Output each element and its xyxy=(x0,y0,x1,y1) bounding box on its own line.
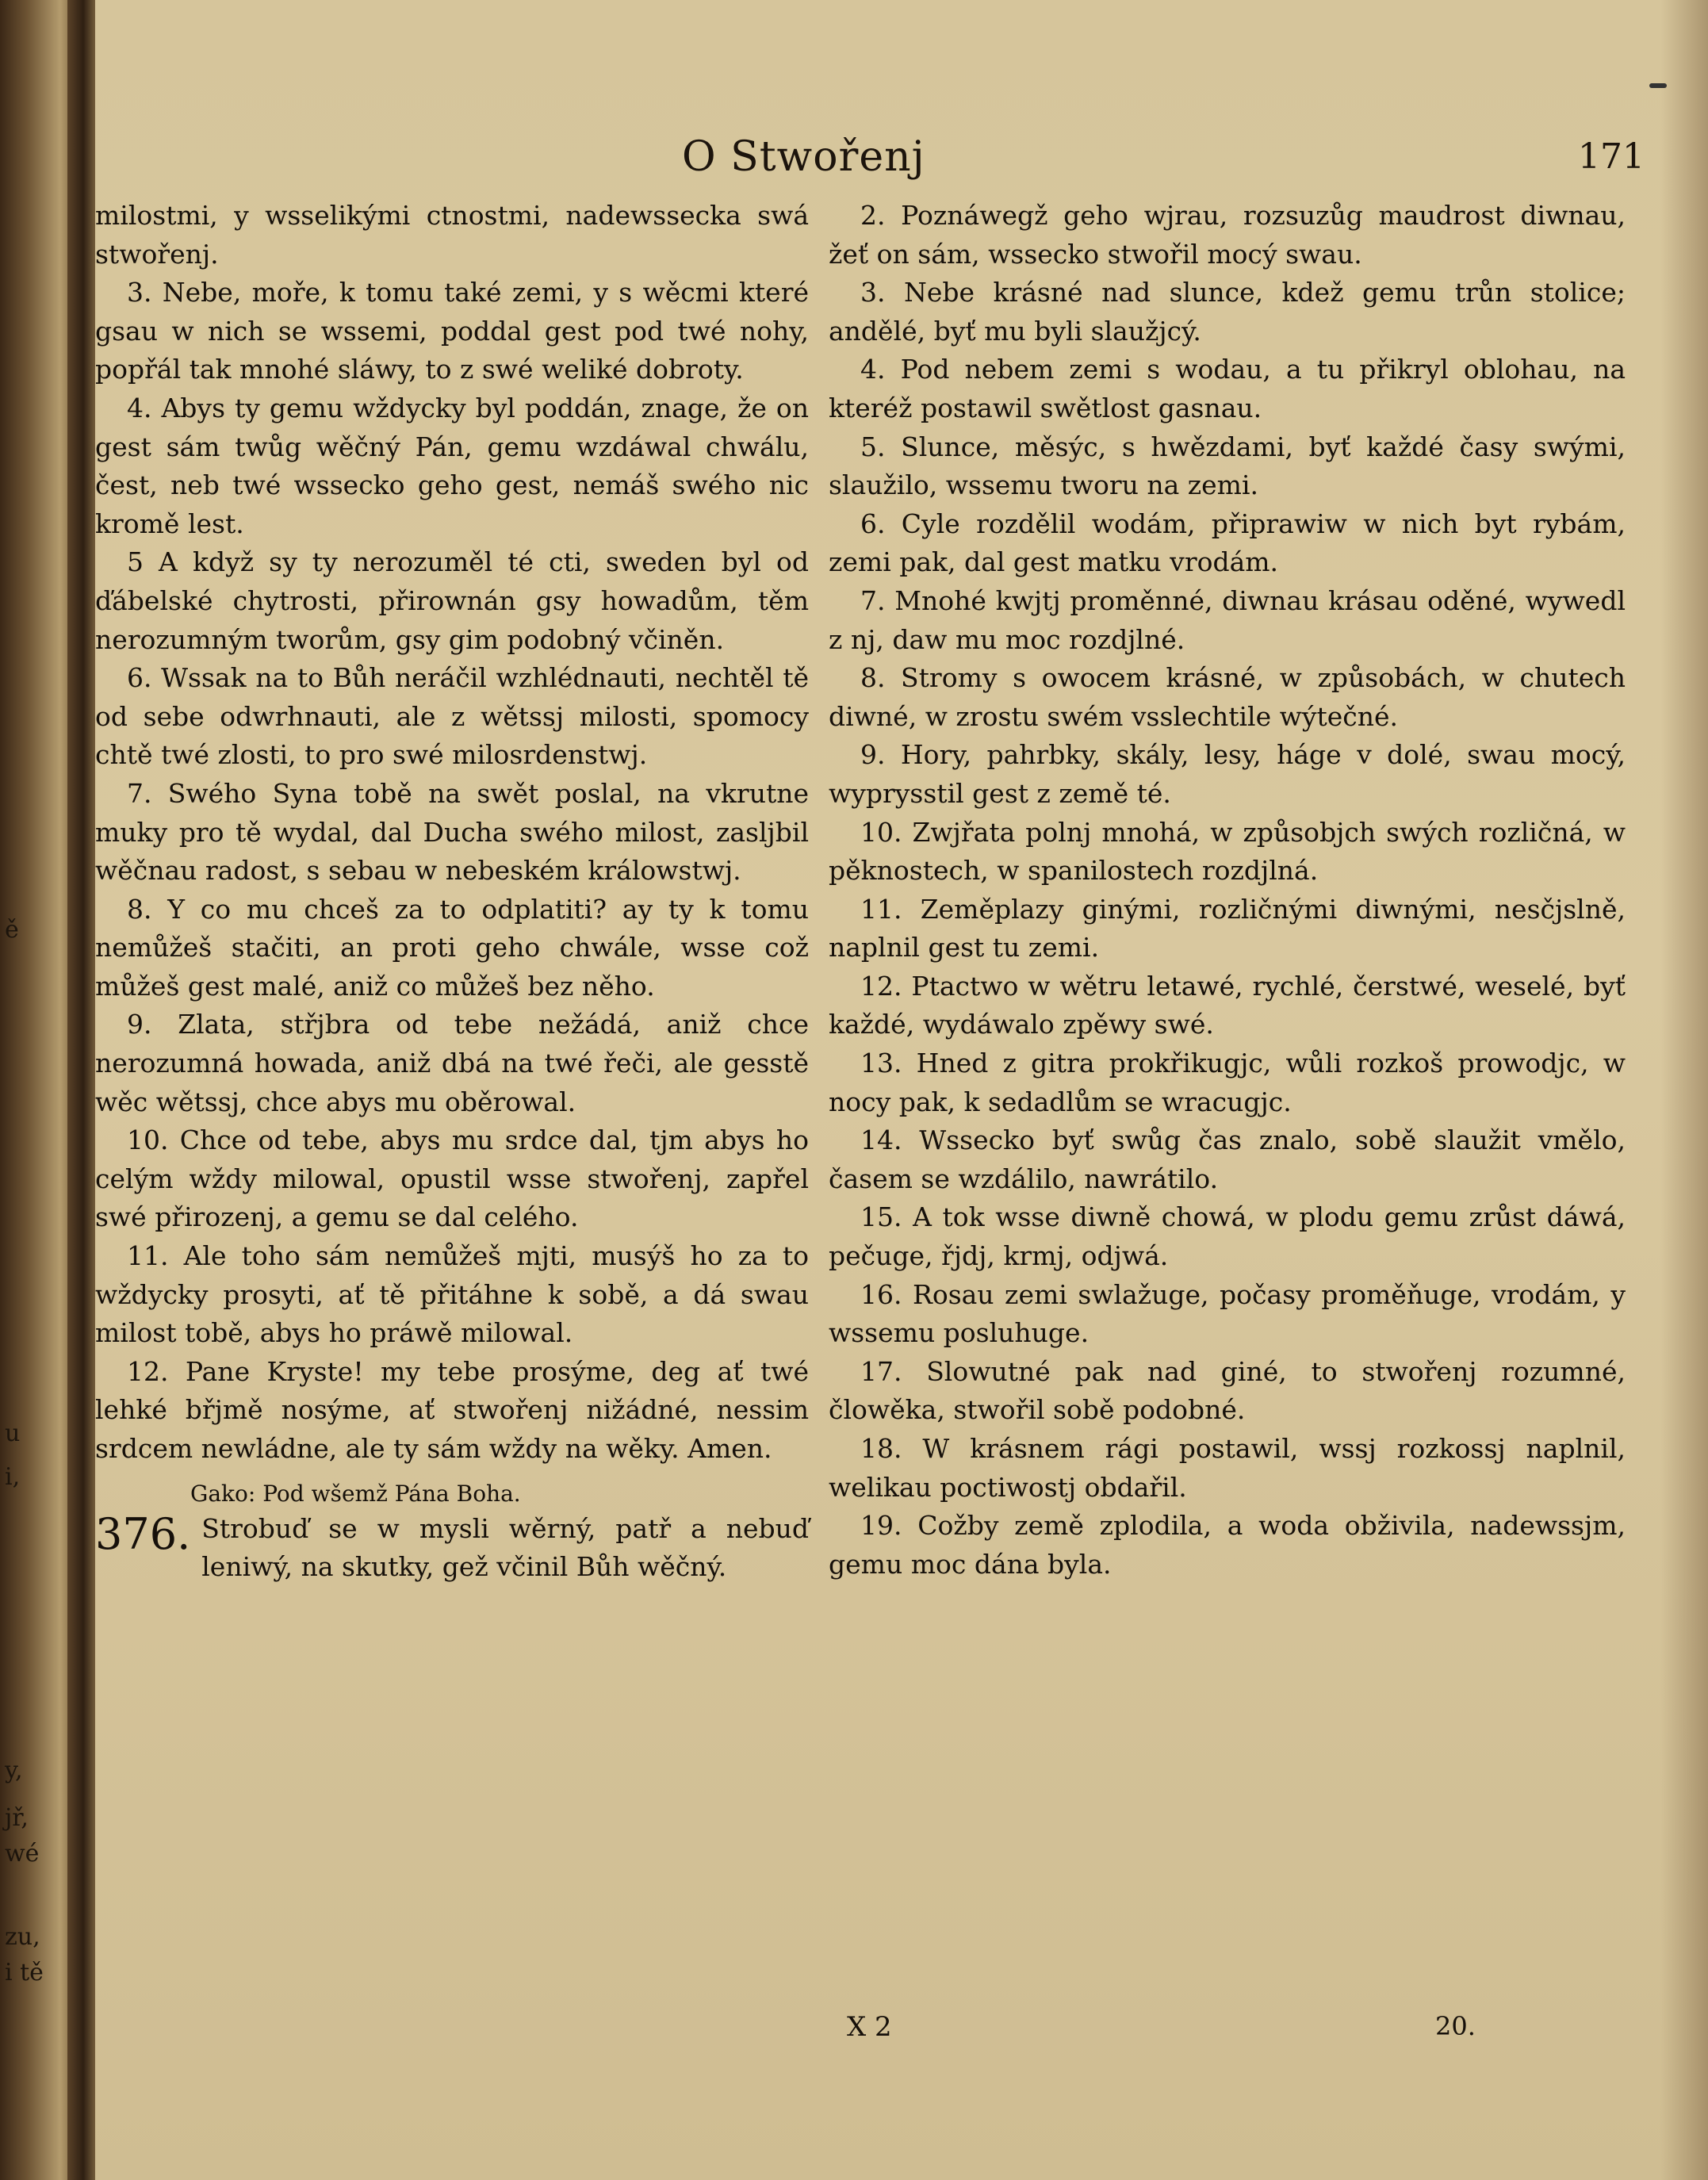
verse: 3. Nebe krásné nad slunce, kdež gemu trůn stolice; andělé, byť mu byli slaužjcý. xyxy=(829,277,1626,347)
verse: 11. Zeměplazy ginými, rozličnými diwnými, nesčjslně, naplnil gest tu zemi. xyxy=(829,893,1626,964)
verse: 19. Cožby země zplodila, a woda obživila, nadewssjm, gemu moc dána byla. xyxy=(829,1510,1626,1580)
verse: 6. Cyle rozdělil wodám, připrawiw w nich byt rybám, zemi pak, dal gest matku vrodám. xyxy=(829,508,1626,578)
book-page xyxy=(95,0,1708,2180)
verse: 3. Nebe, moře, k tomu také zemi, y s wěcmi které gsau w nich se wssemi, poddal gest pod twé nohy, popřál tak mnohé sláwy, to z swé weliké dobroty. xyxy=(95,277,809,385)
verse: 8. Y co mu chceš za to odplatiti? ay ty k tomu nemůžeš stačiti, an proti geho chwále, wsse což můžeš gest malé, aniž co můžeš bez něho. xyxy=(95,893,809,1002)
verse: 5 A když sy ty nerozuměl té cti, sweden byl od ďábelské chytrosti, přirownán gsy howadům, těm nerozumným tworům, gsy gim podobný včiněn. xyxy=(95,546,809,655)
verse: 16. Rosau zemi swlažuge, počasy proměňuge, vrodám, y wssemu posluhuge. xyxy=(829,1278,1626,1349)
page-number: 171 xyxy=(1578,136,1645,177)
book-gutter xyxy=(67,0,99,2180)
verse: 11. Ale toho sám nemůžeš mjti, musýš ho za to wždycky prosyti, ať tě přitáhne k sobě, a dá swau milost tobě, abys ho práwě milowal. xyxy=(95,1240,809,1349)
verse: 14. Wssecko byť swůg čas znalo, sobě slaužit vmělo, časem se wzdálilo, nawrátilo. xyxy=(829,1124,1626,1194)
left-page-fragments xyxy=(0,0,75,2180)
left-column xyxy=(95,197,809,1587)
verse: 6. Wssak na to Bůh neráčil wzhlédnauti, nechtěl tě od sebe odwrhnauti, ale z wětssj milosti, spomocy chtě twé zlosti, to pro swé milosrdenstwj. xyxy=(95,662,809,771)
verse: 8. Stromy s owocem krásné, w způsobách, w chutech diwné, w zrostu swém vsslechtile wýtečné. xyxy=(829,662,1626,732)
ink-mark xyxy=(1649,83,1667,88)
left-page-edge xyxy=(0,0,75,2180)
verse: 7. Mnohé kwjtj proměnné, diwnau krásau oděné, wywedl z nj, daw mu moc rozdjlné. xyxy=(829,584,1626,655)
catchword: 20. xyxy=(1435,2011,1476,2041)
song-first-verse: Strobuď se w mysli wěrný, patř a nebuď leniwý, na skutky, gež včinil Bůh wěčný. xyxy=(201,1512,809,1583)
verse: 18. W krásnem rági postawil, wssj rozkossj naplnil, welikau poctiwostj obdařil. xyxy=(829,1433,1626,1503)
verse: 10. Zwjřata polnj mnohá, w způsobjch swých rozličná, w pěknostech, w spanilostech rozdjlná. xyxy=(829,816,1626,887)
fragment-text: i, xyxy=(5,1463,21,1491)
verse: 12. Ptactwo w wětru letawé, rychlé, čerstwé, weselé, byť každé, wydáwalo zpěwy swé. xyxy=(829,970,1626,1040)
signature-mark: X 2 xyxy=(847,2011,892,2043)
fragment-text: wé xyxy=(5,1840,40,1868)
fragment-text: u xyxy=(5,1419,21,1447)
song-tune: Gako: Pod wšemž Pána Boha. xyxy=(190,1480,521,1507)
running-title: O Stwořenj xyxy=(682,133,925,181)
verse: 9. Zlata, střjbra od tebe nežádá, aniž chce nerozumná howada, aniž dbá na twé řeči, ale gesstě wěc wětssj, chce abys mu oběrowal. xyxy=(95,1009,809,1117)
verse: 5. Slunce, měsýc, s hwězdami, byť každé časy swými, slaužilo, wssemu tworu na zemi. xyxy=(829,431,1626,501)
fragment-text: zu, xyxy=(5,1923,40,1951)
fragment-text: i tě xyxy=(5,1959,44,1987)
fragment-text: jř, xyxy=(5,1804,29,1832)
verse: 4. Pod nebem zemi s wodau, a tu přikryl oblohau, na kteréž postawil swětlost gasnau. xyxy=(829,354,1626,423)
verse: 9. Hory, pahrbky, skály, lesy, háge v dolé, swau mocý, wyprysstil gest z země té. xyxy=(829,739,1626,809)
verse: milostmi, y wsselikými ctnostmi, nadewssecka swá stwořenj. xyxy=(95,200,809,270)
song-number: 376. xyxy=(95,1508,191,1559)
verse: 17. Slowutné pak nad giné, to stwořenj rozumné, člowěka, stwořil sobě podobné. xyxy=(829,1355,1626,1426)
fragment-text: y, xyxy=(5,1757,23,1784)
song-block xyxy=(95,1510,809,1587)
verse: 10. Chce od tebe, abys mu srdce dal, tjm abys ho celým wždy milowal, opustil wsse stwořenj, zapřel swé přirozenj, a gemu se dal celého. xyxy=(95,1124,809,1233)
right-column xyxy=(829,197,1626,1584)
verse: 15. A tok wsse diwně chowá, w plodu gemu zrůst dáwá, pečuge, řjdj, krmj, odjwá. xyxy=(829,1201,1626,1272)
verse: 4. Abys ty gemu wždycky byl poddán, znage, že on gest sám twůg wěčný Pán, gemu wzdáwal chwálu, čest, neb twé wssecko geho gest, nemáš swého nic kromě lest. xyxy=(95,392,809,539)
verse: 12. Pane Kryste! my tebe prosýme, deg ať twé lehké břjmě nosýme, ať stwořenj nižádné, nessim srdcem newládne, ale ty sám wždy na wěky. Amen. xyxy=(95,1355,809,1464)
running-header xyxy=(95,133,1708,189)
verse: 13. Hned z gitra prokřikugjc, wůli rozkoš prowodjc, w nocy pak, k sedadlům se wracugjc. xyxy=(829,1048,1626,1117)
fragment-text: ě xyxy=(5,916,19,944)
verse: 2. Poznáwegž geho wjrau, rozsuzůg maudrost diwnau, žeť on sám, wssecko stwořil mocý swau. xyxy=(829,200,1626,270)
verse: 7. Swého Syna tobě na swět poslal, na vkrutne muky pro tě wydal, dal Ducha swého milost, zasljbil wěčnau radost, s sebau w nebeském králowstwj. xyxy=(95,777,809,887)
